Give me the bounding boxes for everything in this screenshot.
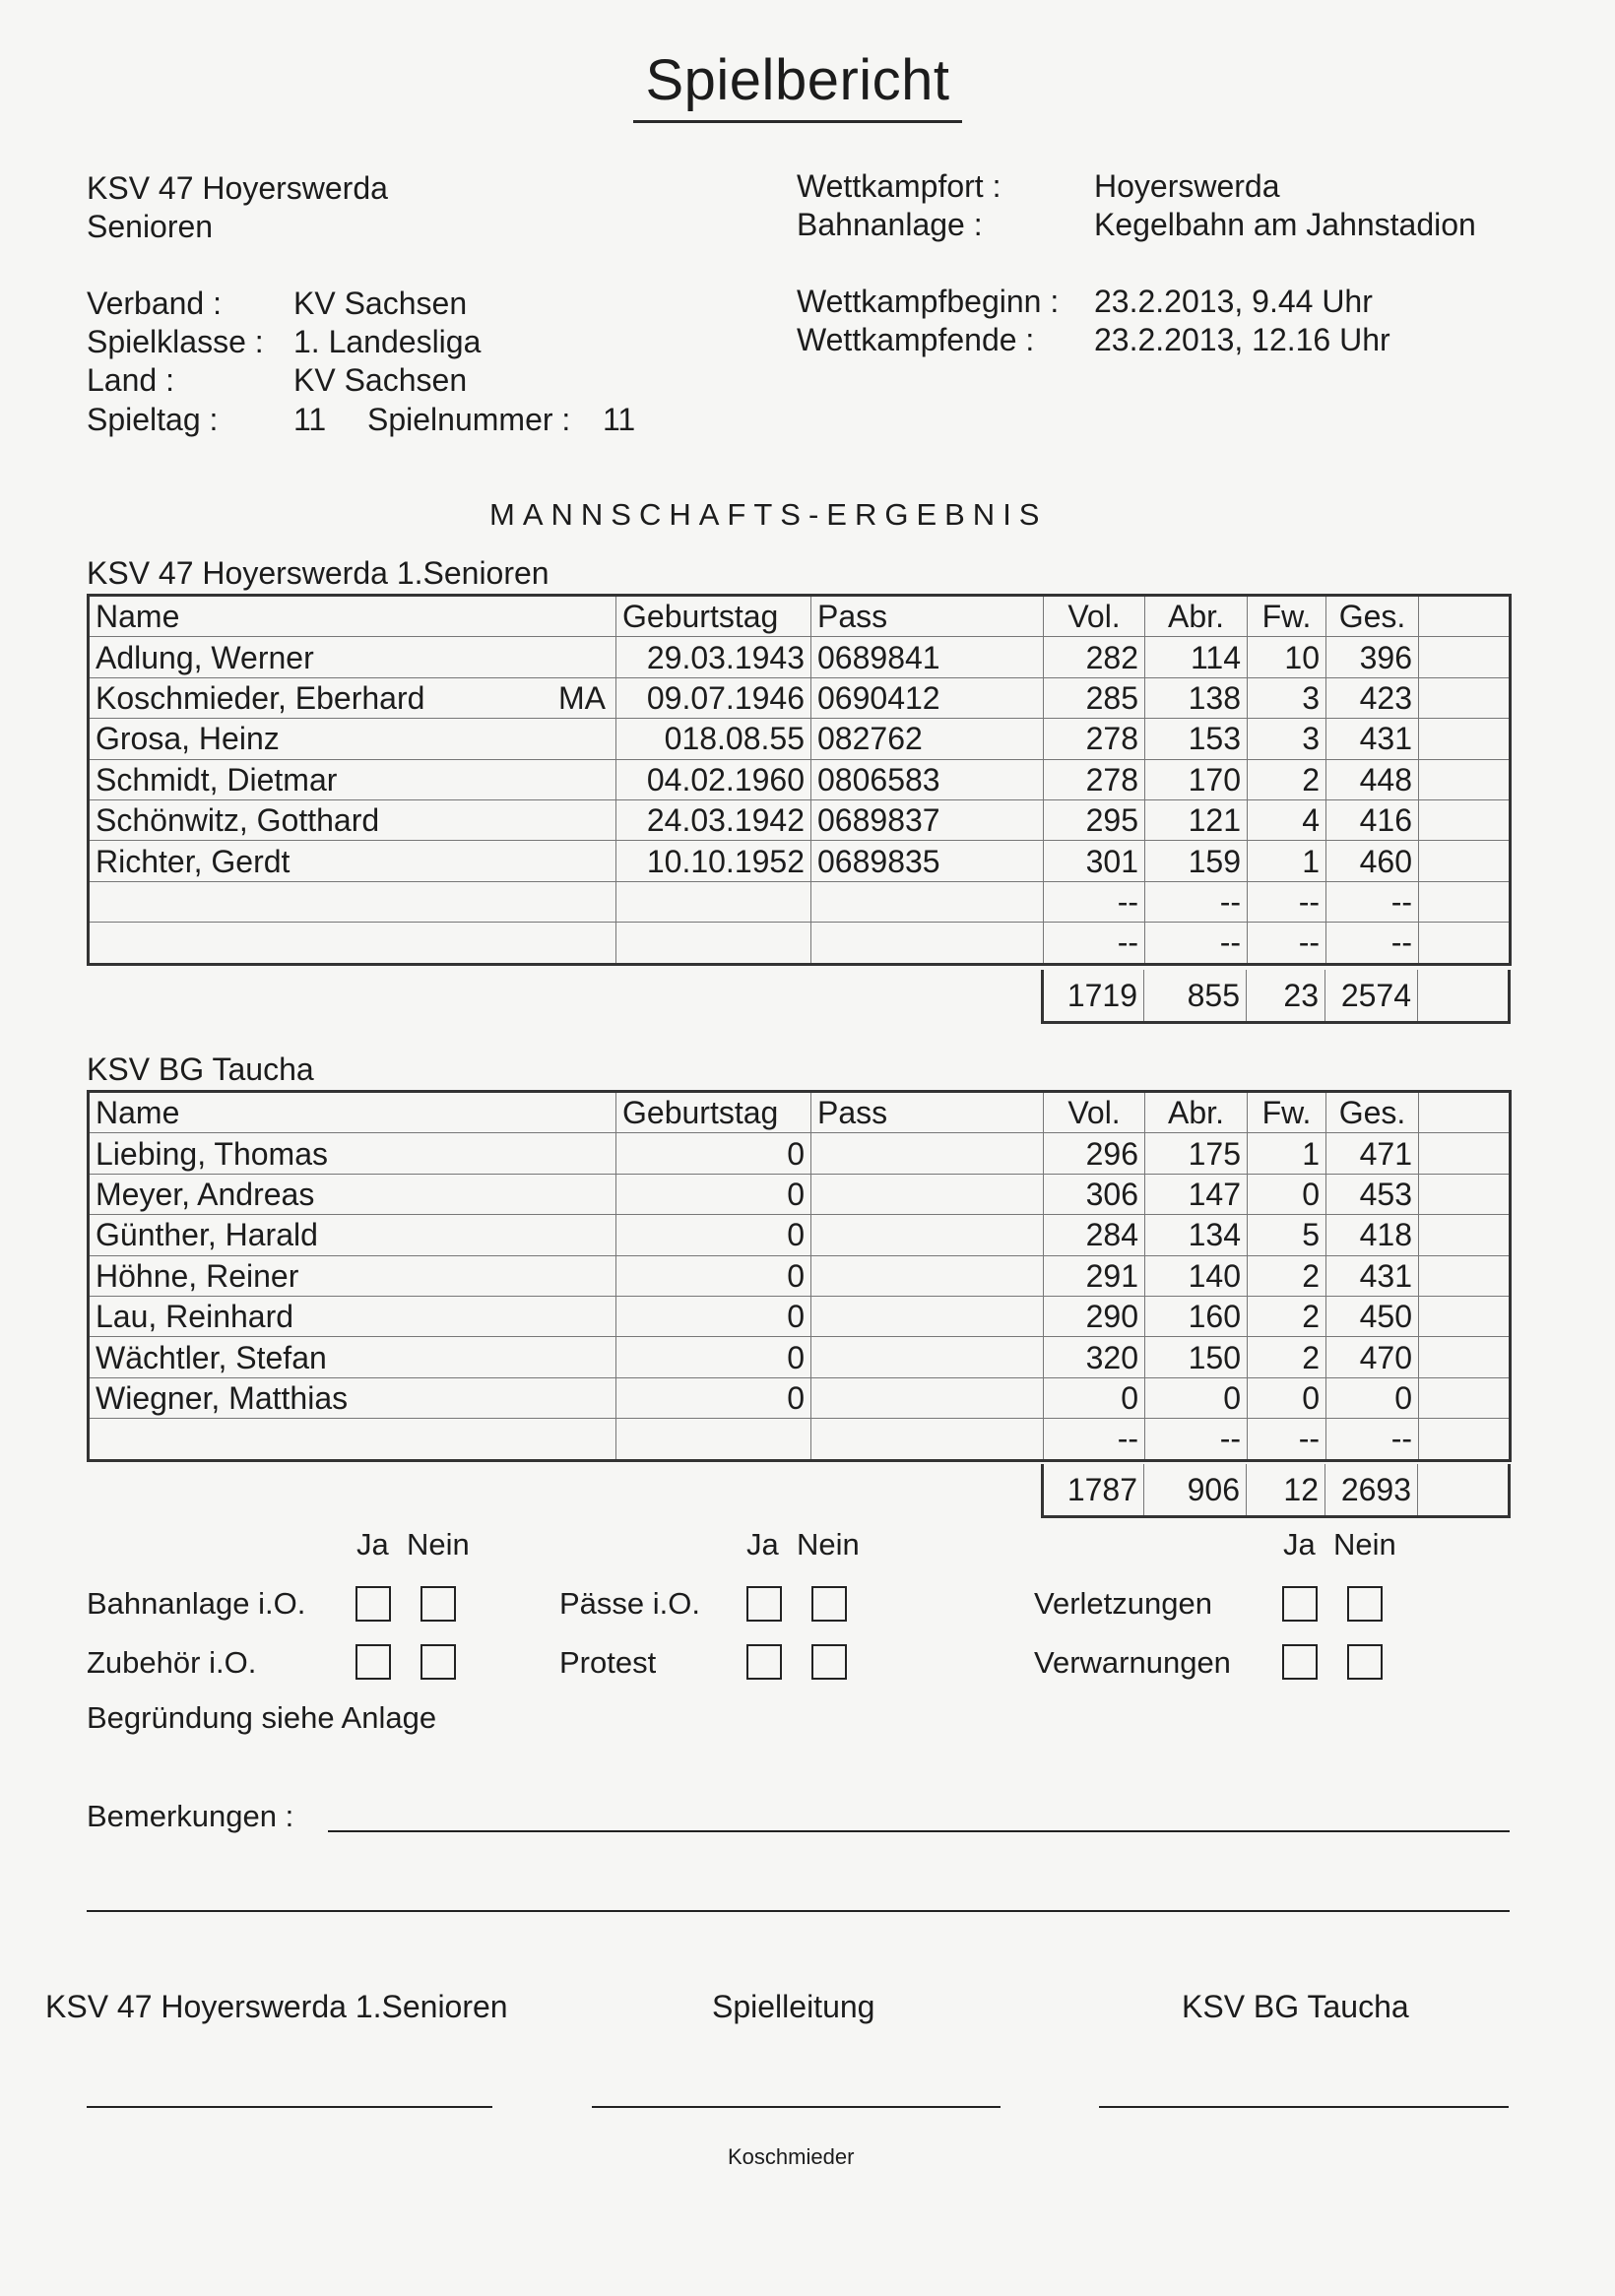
- team1-total-abr: 855: [1144, 970, 1247, 1023]
- spare-cell: [1419, 759, 1511, 799]
- birthdate: [616, 881, 811, 922]
- author-name: Koschmieder: [728, 2144, 855, 2169]
- player-name-text: Lau, Reinhard: [96, 1299, 294, 1335]
- ges-score: 470: [1326, 1337, 1419, 1377]
- spare-cell: [1419, 677, 1511, 718]
- vol-score: 296: [1044, 1133, 1145, 1174]
- fw-count: 1: [1248, 1133, 1326, 1174]
- team2-total-abr: 906: [1144, 1464, 1247, 1517]
- spare-cell: [1419, 637, 1511, 677]
- spare-cell: [1419, 841, 1511, 881]
- column-header-name: Name: [89, 596, 616, 637]
- vol-score: 0: [1044, 1377, 1145, 1418]
- abr-score: 153: [1145, 719, 1248, 759]
- player-name: [89, 923, 616, 964]
- ges-score: 450: [1326, 1296, 1419, 1336]
- table-row: [89, 677, 1511, 718]
- table-row: [89, 1337, 1511, 1377]
- vol-score: 320: [1044, 1337, 1145, 1377]
- pass-number: 0689841: [811, 637, 1044, 677]
- pass-number: 0689835: [811, 841, 1044, 881]
- pass-number: [811, 1174, 1044, 1214]
- player-name-text: Grosa, Heinz: [96, 721, 280, 757]
- player-name-text: Höhne, Reiner: [96, 1257, 299, 1294]
- birthdate: [616, 923, 811, 964]
- vol-score: 291: [1044, 1255, 1145, 1296]
- spare-cell: [1419, 1377, 1511, 1418]
- table-row: [89, 881, 1511, 922]
- team2-results-table: [87, 1090, 1512, 1462]
- wettkampfende-value: 23.2.2013, 12.16 Uhr: [1094, 322, 1390, 357]
- wettkampfende-label: Wettkampfende :: [797, 322, 1035, 357]
- ges-score: 431: [1326, 719, 1419, 759]
- team1-total-spare: [1418, 970, 1510, 1023]
- column-header-vol: Vol.: [1044, 596, 1145, 637]
- wettkampfort-label: Wettkampfort :: [797, 168, 1001, 204]
- bahnanlage-nein-checkbox[interactable]: [420, 1586, 456, 1622]
- fw-count: 2: [1248, 1255, 1326, 1296]
- player-name-text: Wächtler, Stefan: [96, 1339, 327, 1375]
- ges-score: 453: [1326, 1174, 1419, 1214]
- signature-line-home[interactable]: [87, 2106, 492, 2108]
- team2-total-fw: 12: [1247, 1464, 1325, 1517]
- vol-score: 278: [1044, 719, 1145, 759]
- spare-cell: [1419, 1133, 1511, 1174]
- pass-number: [811, 1419, 1044, 1460]
- team2-total-vol: 1787: [1043, 1464, 1144, 1517]
- ges-score: 0: [1326, 1377, 1419, 1418]
- player-name-text: Schmidt, Dietmar: [96, 761, 338, 797]
- signature-line-guest[interactable]: [1099, 2106, 1509, 2108]
- pass-number: 082762: [811, 719, 1044, 759]
- ges-score: 416: [1326, 799, 1419, 840]
- birthdate: 0: [616, 1174, 811, 1214]
- column-header-spare: [1419, 596, 1511, 637]
- birthdate: 0: [616, 1296, 811, 1336]
- spare-cell: [1419, 1337, 1511, 1377]
- abr-score: 121: [1145, 799, 1248, 840]
- player-name: [89, 1215, 616, 1255]
- abr-score: 138: [1145, 677, 1248, 718]
- nein-heading-2: Nein: [797, 1527, 860, 1562]
- fw-count: 2: [1248, 1337, 1326, 1377]
- spare-cell: [1419, 881, 1511, 922]
- player-name: [89, 881, 616, 922]
- signature-label-spielleitung: Spielleitung: [712, 1989, 875, 2024]
- abr-score: 134: [1145, 1215, 1248, 1255]
- column-header-pass: Pass: [811, 1092, 1044, 1133]
- spare-cell: [1419, 1296, 1511, 1336]
- table-row: [89, 1296, 1511, 1336]
- column-header-spare: [1419, 1092, 1511, 1133]
- spielklasse-value: 1. Landesliga: [293, 324, 482, 359]
- team2-header-row: [89, 1092, 1511, 1133]
- player-name-text: Liebing, Thomas: [96, 1135, 328, 1172]
- player-name: [89, 1377, 616, 1418]
- birthdate: 09.07.1946: [616, 677, 811, 718]
- abr-score: 0: [1145, 1377, 1248, 1418]
- pass-number: [811, 881, 1044, 922]
- verletzungen-ja-checkbox[interactable]: [1282, 1586, 1318, 1622]
- verletzungen-check-label: Verletzungen: [1034, 1586, 1212, 1621]
- birthdate: 24.03.1942: [616, 799, 811, 840]
- player-name-text: Adlung, Werner: [96, 639, 314, 675]
- player-name: [89, 1133, 616, 1174]
- vol-score: 284: [1044, 1215, 1145, 1255]
- birthdate: 018.08.55: [616, 719, 811, 759]
- zubehoer-nein-checkbox[interactable]: [420, 1644, 456, 1680]
- column-header-abr: Abr.: [1145, 1092, 1248, 1133]
- vol-score: --: [1044, 881, 1145, 922]
- protest-nein-checkbox[interactable]: [811, 1644, 847, 1680]
- pass-number: [811, 923, 1044, 964]
- verletzungen-nein-checkbox[interactable]: [1347, 1586, 1383, 1622]
- column-header-fw: Fw.: [1248, 1092, 1326, 1133]
- ges-score: 396: [1326, 637, 1419, 677]
- pass-number: [811, 1215, 1044, 1255]
- team1-name: KSV 47 Hoyerswerda 1.Senioren: [87, 555, 549, 591]
- title-underline: [633, 120, 962, 123]
- table-row: [89, 1133, 1511, 1174]
- player-name-text: Meyer, Andreas: [96, 1176, 315, 1212]
- abr-score: 147: [1145, 1174, 1248, 1214]
- ges-score: --: [1326, 923, 1419, 964]
- fw-count: 2: [1248, 1296, 1326, 1336]
- player-name: [89, 841, 616, 881]
- table-row: [89, 799, 1511, 840]
- column-header-vol: Vol.: [1044, 1092, 1145, 1133]
- player-name: [89, 1419, 616, 1460]
- birthdate: 04.02.1960: [616, 759, 811, 799]
- player-name: [89, 799, 616, 840]
- zubehoer-check-label: Zubehör i.O.: [87, 1645, 257, 1680]
- nein-heading-1: Nein: [407, 1527, 470, 1562]
- ges-score: 423: [1326, 677, 1419, 718]
- column-header-name: Name: [89, 1092, 616, 1133]
- pass-number: [811, 1377, 1044, 1418]
- spielnummer-label: Spielnummer :: [367, 402, 571, 437]
- vol-score: 290: [1044, 1296, 1145, 1336]
- fw-count: 3: [1248, 719, 1326, 759]
- spieltag-value: 11: [293, 402, 327, 437]
- table-row: [89, 1377, 1511, 1418]
- player-name-text: Günther, Harald: [96, 1217, 318, 1253]
- team1-total-vol: 1719: [1043, 970, 1144, 1023]
- column-header-pass: Pass: [811, 596, 1044, 637]
- spare-cell: [1419, 1255, 1511, 1296]
- player-name: [89, 1296, 616, 1336]
- land-label: Land :: [87, 362, 174, 398]
- fw-count: --: [1248, 881, 1326, 922]
- fw-count: 2: [1248, 759, 1326, 799]
- vol-score: 278: [1044, 759, 1145, 799]
- vol-score: 285: [1044, 677, 1145, 718]
- fw-count: --: [1248, 923, 1326, 964]
- table-row: [89, 1174, 1511, 1214]
- player-name-text: Richter, Gerdt: [96, 843, 291, 879]
- pass-number: 0689837: [811, 799, 1044, 840]
- fw-count: 0: [1248, 1377, 1326, 1418]
- club-section: Senioren: [87, 209, 214, 244]
- player-name: [89, 637, 616, 677]
- pass-number: [811, 1255, 1044, 1296]
- spielklasse-label: Spielklasse :: [87, 324, 264, 359]
- spielnummer-value: 11: [603, 402, 636, 437]
- player-name: [89, 1174, 616, 1214]
- fw-count: 4: [1248, 799, 1326, 840]
- player-name-text: Wiegner, Matthias: [96, 1379, 349, 1416]
- nein-heading-3: Nein: [1333, 1527, 1396, 1562]
- bemerkungen-line-1[interactable]: [328, 1830, 1510, 1832]
- abr-score: 159: [1145, 841, 1248, 881]
- abr-score: --: [1145, 923, 1248, 964]
- team2-name: KSV BG Taucha: [87, 1052, 314, 1087]
- signature-label-home: KSV 47 Hoyerswerda 1.Senioren: [45, 1989, 508, 2024]
- paesse-ja-checkbox[interactable]: [746, 1586, 782, 1622]
- wettkampfort-value: Hoyerswerda: [1094, 168, 1280, 204]
- spare-cell: [1419, 799, 1511, 840]
- bemerkungen-label: Bemerkungen :: [87, 1799, 294, 1833]
- table-row: [89, 759, 1511, 799]
- team1-header-row: [89, 596, 1511, 637]
- ja-heading-2: Ja: [746, 1527, 779, 1562]
- vol-score: 295: [1044, 799, 1145, 840]
- land-value: KV Sachsen: [293, 362, 468, 398]
- pass-number: 0806583: [811, 759, 1044, 799]
- verwarnungen-ja-checkbox[interactable]: [1282, 1644, 1318, 1680]
- bahnanlage-ja-checkbox[interactable]: [355, 1586, 391, 1622]
- club-name: KSV 47 Hoyerswerda: [87, 170, 388, 206]
- abr-score: 170: [1145, 759, 1248, 799]
- player-name: [89, 759, 616, 799]
- team1-total-ges: 2574: [1325, 970, 1418, 1023]
- spare-cell: [1419, 923, 1511, 964]
- table-row: [89, 923, 1511, 964]
- verband-label: Verband :: [87, 286, 222, 321]
- column-header-geburtstag: Geburtstag: [616, 1092, 811, 1133]
- ges-score: 448: [1326, 759, 1419, 799]
- fw-count: 0: [1248, 1174, 1326, 1214]
- birthdate: 29.03.1943: [616, 637, 811, 677]
- column-header-ges: Ges.: [1326, 596, 1419, 637]
- birthdate: 10.10.1952: [616, 841, 811, 881]
- table-row: [89, 719, 1511, 759]
- pass-number: [811, 1133, 1044, 1174]
- ges-score: --: [1326, 881, 1419, 922]
- player-name: [89, 719, 616, 759]
- table-row: [89, 1419, 1511, 1460]
- abr-score: --: [1145, 881, 1248, 922]
- ges-score: 431: [1326, 1255, 1419, 1296]
- birthdate: 0: [616, 1133, 811, 1174]
- column-header-ges: Ges.: [1326, 1092, 1419, 1133]
- verband-value: KV Sachsen: [293, 286, 468, 321]
- player-name: [89, 1255, 616, 1296]
- team2-total-spare: [1418, 1464, 1510, 1517]
- birthdate: [616, 1419, 811, 1460]
- vol-score: 306: [1044, 1174, 1145, 1214]
- abr-score: 150: [1145, 1337, 1248, 1377]
- spare-cell: [1419, 1215, 1511, 1255]
- birthdate: 0: [616, 1255, 811, 1296]
- bahnanlage-label: Bahnanlage :: [797, 207, 983, 242]
- vol-score: 282: [1044, 637, 1145, 677]
- vol-score: 301: [1044, 841, 1145, 881]
- team1-results-table: [87, 594, 1512, 966]
- abr-score: 160: [1145, 1296, 1248, 1336]
- protest-ja-checkbox[interactable]: [746, 1644, 782, 1680]
- column-header-fw: Fw.: [1248, 596, 1326, 637]
- team2-totals: [1041, 1464, 1511, 1518]
- paesse-nein-checkbox[interactable]: [811, 1586, 847, 1622]
- abr-score: 140: [1145, 1255, 1248, 1296]
- signature-label-guest: KSV BG Taucha: [1182, 1989, 1409, 2024]
- fw-count: 10: [1248, 637, 1326, 677]
- table-row: [89, 637, 1511, 677]
- ja-heading-3: Ja: [1283, 1527, 1316, 1562]
- vol-score: --: [1044, 1419, 1145, 1460]
- table-row: [89, 1215, 1511, 1255]
- section-heading: MANNSCHAFTS-ERGEBNIS: [489, 497, 1048, 532]
- spare-cell: [1419, 719, 1511, 759]
- bemerkungen-line-2[interactable]: [87, 1910, 1510, 1912]
- abr-score: --: [1145, 1419, 1248, 1460]
- pass-number: [811, 1337, 1044, 1377]
- fw-count: 5: [1248, 1215, 1326, 1255]
- player-name: [89, 677, 616, 718]
- column-header-abr: Abr.: [1145, 596, 1248, 637]
- fw-count: 3: [1248, 677, 1326, 718]
- player-marker: MA: [558, 679, 606, 716]
- verwarnungen-nein-checkbox[interactable]: [1347, 1644, 1383, 1680]
- bahnanlage-value: Kegelbahn am Jahnstadion: [1094, 207, 1476, 242]
- protest-check-label: Protest: [559, 1645, 657, 1680]
- paesse-check-label: Pässe i.O.: [559, 1586, 700, 1621]
- column-header-geburtstag: Geburtstag: [616, 596, 811, 637]
- ges-score: 418: [1326, 1215, 1419, 1255]
- ges-score: 460: [1326, 841, 1419, 881]
- bahnanlage-check-label: Bahnanlage i.O.: [87, 1586, 306, 1621]
- ja-heading-1: Ja: [356, 1527, 389, 1562]
- team1-total-fw: 23: [1247, 970, 1325, 1023]
- team1-totals: [1041, 970, 1511, 1024]
- fw-count: --: [1248, 1419, 1326, 1460]
- vol-score: --: [1044, 923, 1145, 964]
- team2-total-ges: 2693: [1325, 1464, 1418, 1517]
- player-name-text: Schönwitz, Gotthard: [96, 802, 380, 839]
- ges-score: 471: [1326, 1133, 1419, 1174]
- abr-score: 175: [1145, 1133, 1248, 1174]
- spare-cell: [1419, 1174, 1511, 1214]
- abr-score: 114: [1145, 637, 1248, 677]
- table-row: [89, 841, 1511, 881]
- wettkampfbeginn-value: 23.2.2013, 9.44 Uhr: [1094, 284, 1373, 319]
- birthdate: 0: [616, 1215, 811, 1255]
- spare-cell: [1419, 1419, 1511, 1460]
- fw-count: 1: [1248, 841, 1326, 881]
- signature-line-spielleitung[interactable]: [592, 2106, 1001, 2108]
- zubehoer-ja-checkbox[interactable]: [355, 1644, 391, 1680]
- table-row: [89, 1255, 1511, 1296]
- player-name-text: Koschmieder, Eberhard: [96, 679, 425, 716]
- verwarnungen-check-label: Verwarnungen: [1034, 1645, 1231, 1680]
- birthdate: 0: [616, 1377, 811, 1418]
- pass-number: 0690412: [811, 677, 1044, 718]
- birthdate: 0: [616, 1337, 811, 1377]
- begruendung-note: Begründung siehe Anlage: [87, 1700, 437, 1735]
- spieltag-label: Spieltag :: [87, 402, 219, 437]
- wettkampfbeginn-label: Wettkampfbeginn :: [797, 284, 1060, 319]
- pass-number: [811, 1296, 1044, 1336]
- player-name: [89, 1337, 616, 1377]
- page-title: Spielbericht: [645, 48, 950, 112]
- ges-score: --: [1326, 1419, 1419, 1460]
